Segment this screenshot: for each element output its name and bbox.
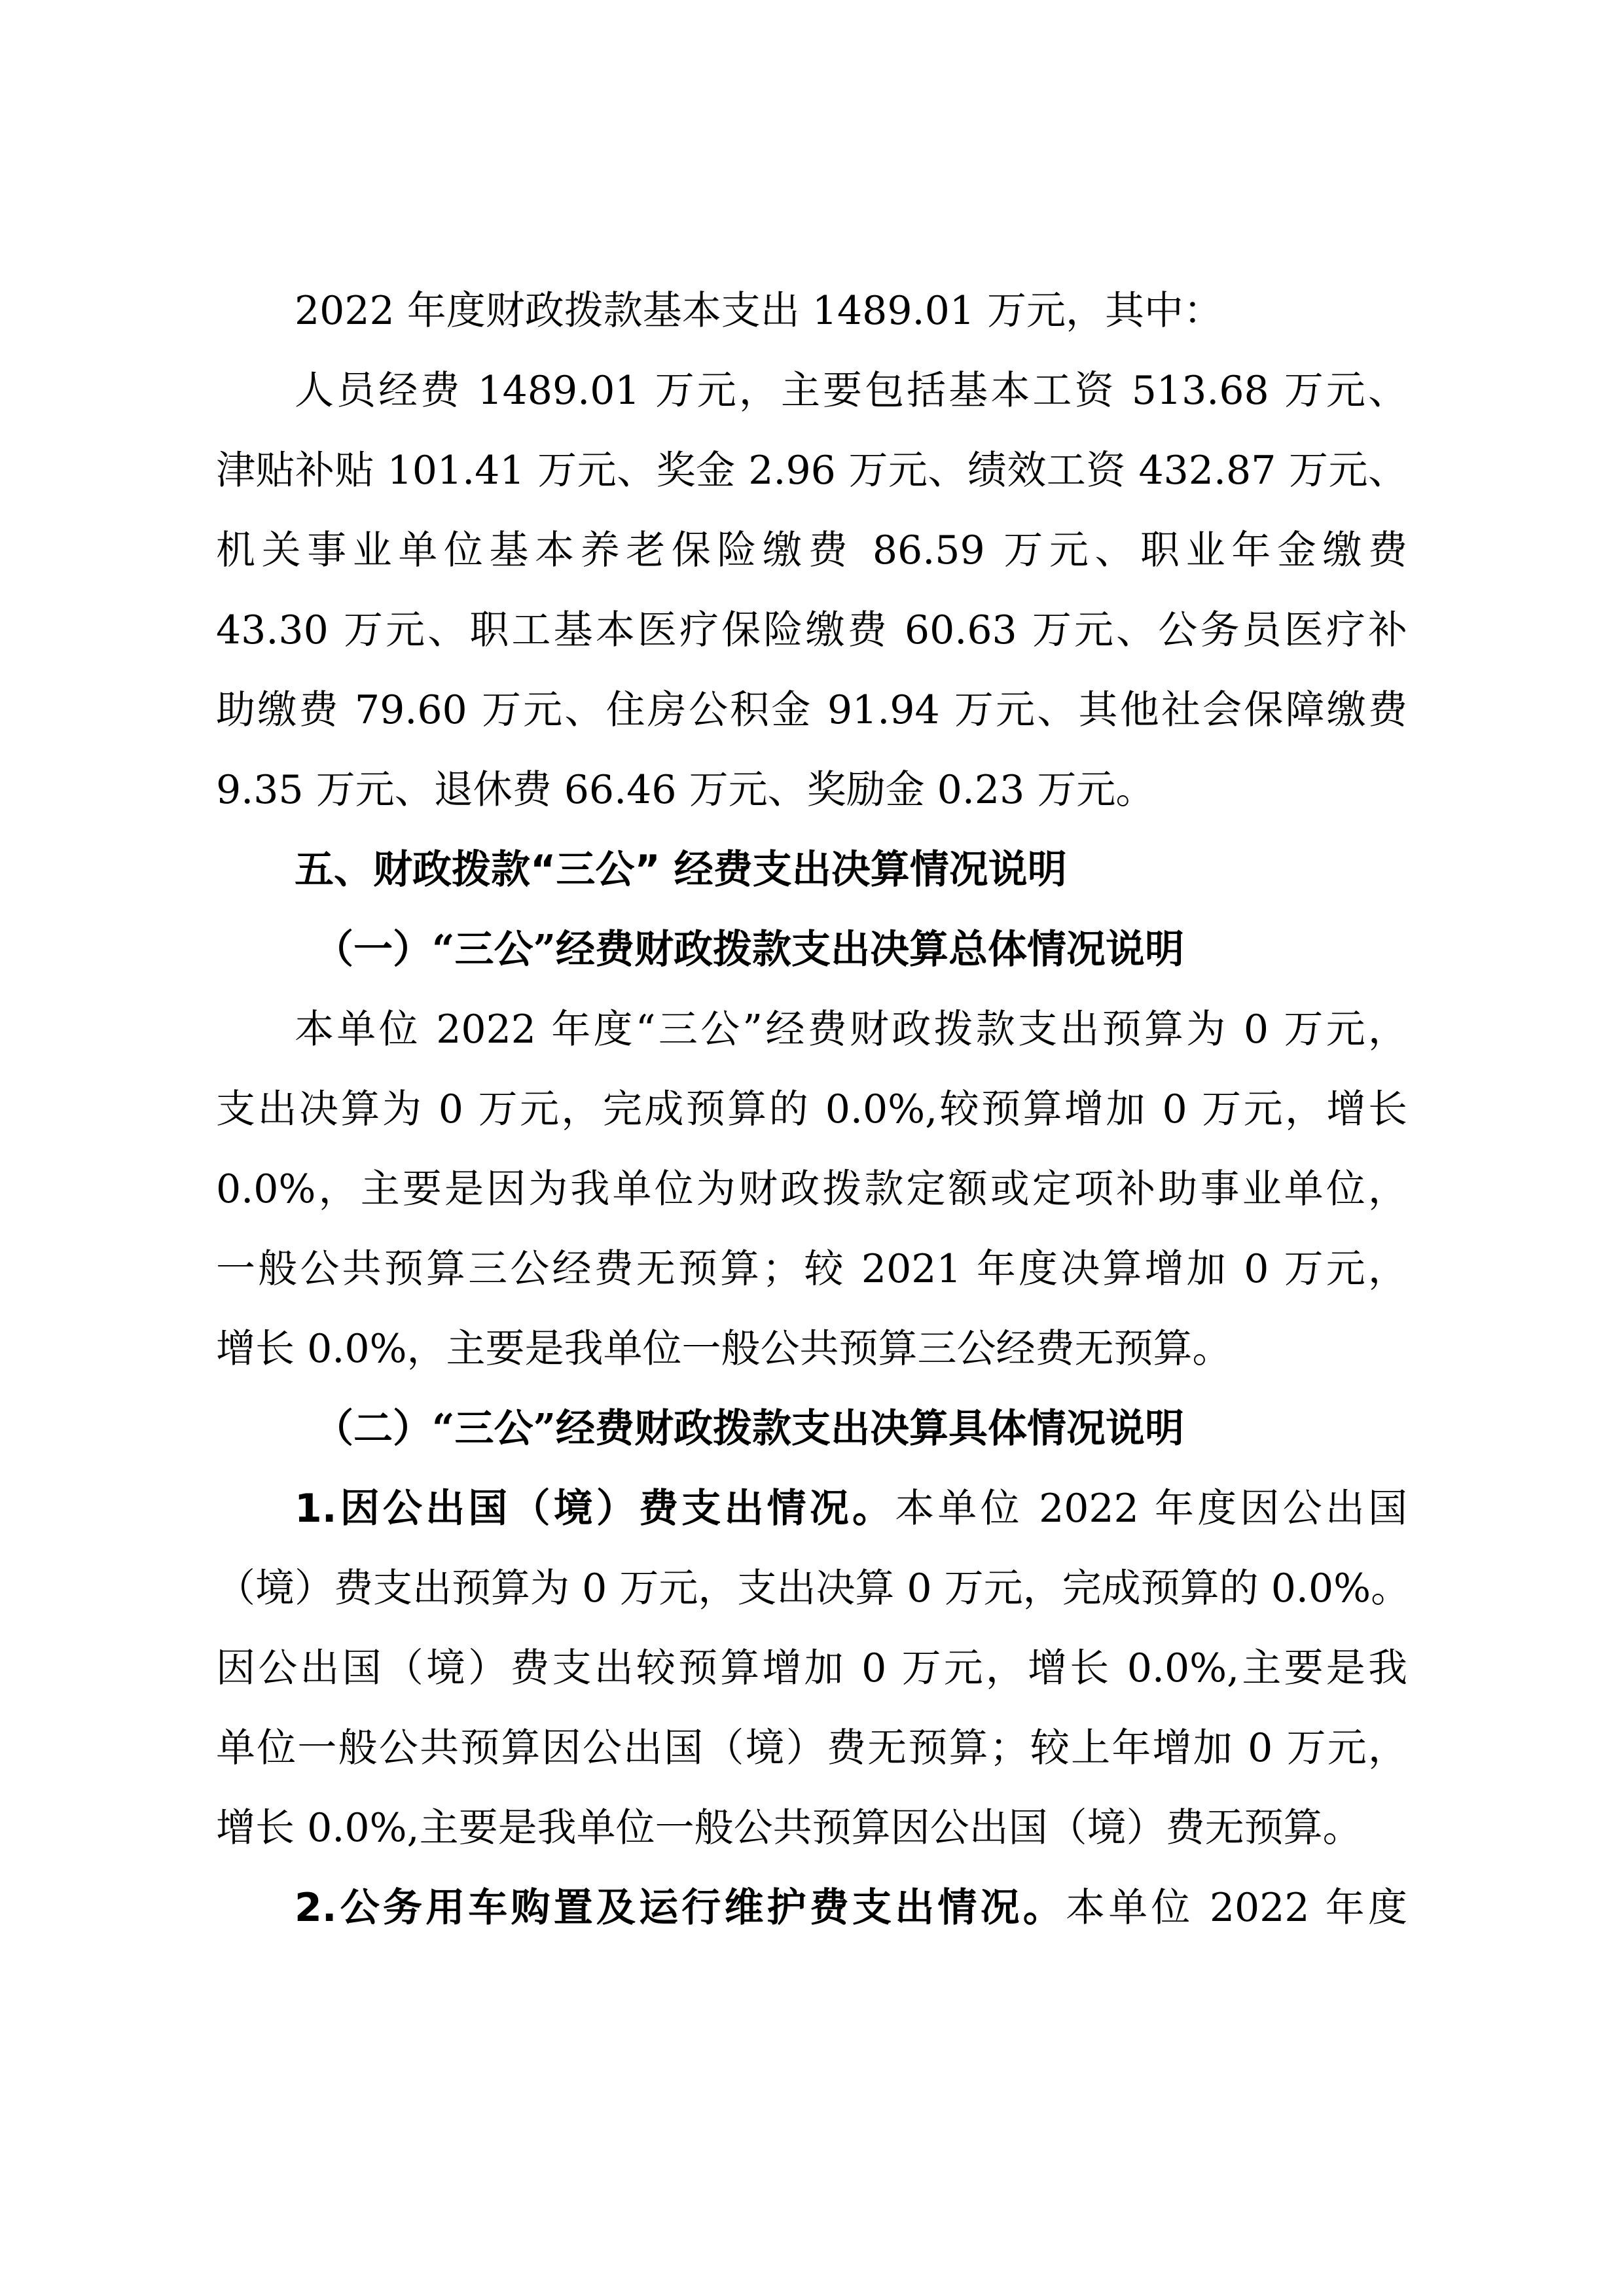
subsection-heading: （一）“三公”经费财政拨款支出决算总体情况说明 bbox=[314, 927, 1185, 973]
paragraph-line: 一般公共预算三公经费无预算；较 2021 年度决算增加 0 万元， bbox=[216, 1246, 1407, 1292]
paragraph-line: （境）费支出预算为 0 万元，支出决算 0 万元，完成预算的 0.0%。 bbox=[216, 1566, 1411, 1611]
paragraph-line: 9.35 万元、退休费 66.46 万元、奖励金 0.23 万元。 bbox=[216, 767, 1155, 813]
paragraph-line: 43.30 万元、职工基本医疗保险缴费 60.63 万元、公务员医疗补 bbox=[216, 607, 1407, 653]
paragraph-line: 单位一般公共预算因公出国（境）费无预算；较上年增加 0 万元， bbox=[216, 1725, 1407, 1771]
paragraph-line: 助缴费 79.60 万元、住房公积金 91.94 万元、其他社会保障缴费 bbox=[216, 687, 1407, 733]
item-title: 1.因公出国（境）费支出情况。 bbox=[295, 1486, 895, 1532]
subsection-heading: （二）“三公”经费财政拨款支出决算具体情况说明 bbox=[314, 1406, 1185, 1452]
paragraph-line bbox=[216, 1486, 1407, 1532]
paragraph-line: 2022 年度财政拨款基本支出 1489.01 万元，其中： bbox=[295, 288, 1223, 334]
item-text: 本单位 2022 年度因公出国 bbox=[895, 1486, 1407, 1532]
paragraph-line: 津贴补贴 101.41 万元、奖金 2.96 万元、绩效工资 432.87 万元、 bbox=[216, 448, 1407, 493]
item-text: 本单位 2022 年度 bbox=[1066, 1885, 1407, 1931]
section-heading: 五、财政拨款“三公” 经费支出决算情况说明 bbox=[295, 847, 1067, 893]
paragraph-line: 因公出国（境）费支出较预算增加 0 万元，增长 0.0%,主要是我 bbox=[216, 1645, 1407, 1691]
paragraph-line: 支出决算为 0 万元，完成预算的 0.0%,较预算增加 0 万元，增长 bbox=[216, 1086, 1407, 1132]
paragraph-line: 人员经费 1489.01 万元，主要包括基本工资 513.68 万元、 bbox=[295, 368, 1407, 414]
item-title: 2.公务用车购置及运行维护费支出情况。 bbox=[295, 1885, 1066, 1931]
paragraph-line bbox=[216, 1885, 1407, 1931]
paragraph-line: 增长 0.0%,主要是我单位一般公共预算因公出国（境）费无预算。 bbox=[216, 1805, 1362, 1851]
paragraph-line: 本单位 2022 年度“三公”经费财政拨款支出预算为 0 万元， bbox=[295, 1007, 1407, 1052]
paragraph-line: 增长 0.0%，主要是我单位一般公共预算三公经费无预算。 bbox=[216, 1326, 1232, 1372]
document-page bbox=[216, 288, 1411, 1968]
paragraph-line: 机关事业单位基本养老保险缴费 86.59 万元、职业年金缴费 bbox=[216, 528, 1407, 573]
paragraph-line: 0.0%，主要是因为我单位为财政拨款定额或定项补助事业单位， bbox=[216, 1166, 1407, 1212]
